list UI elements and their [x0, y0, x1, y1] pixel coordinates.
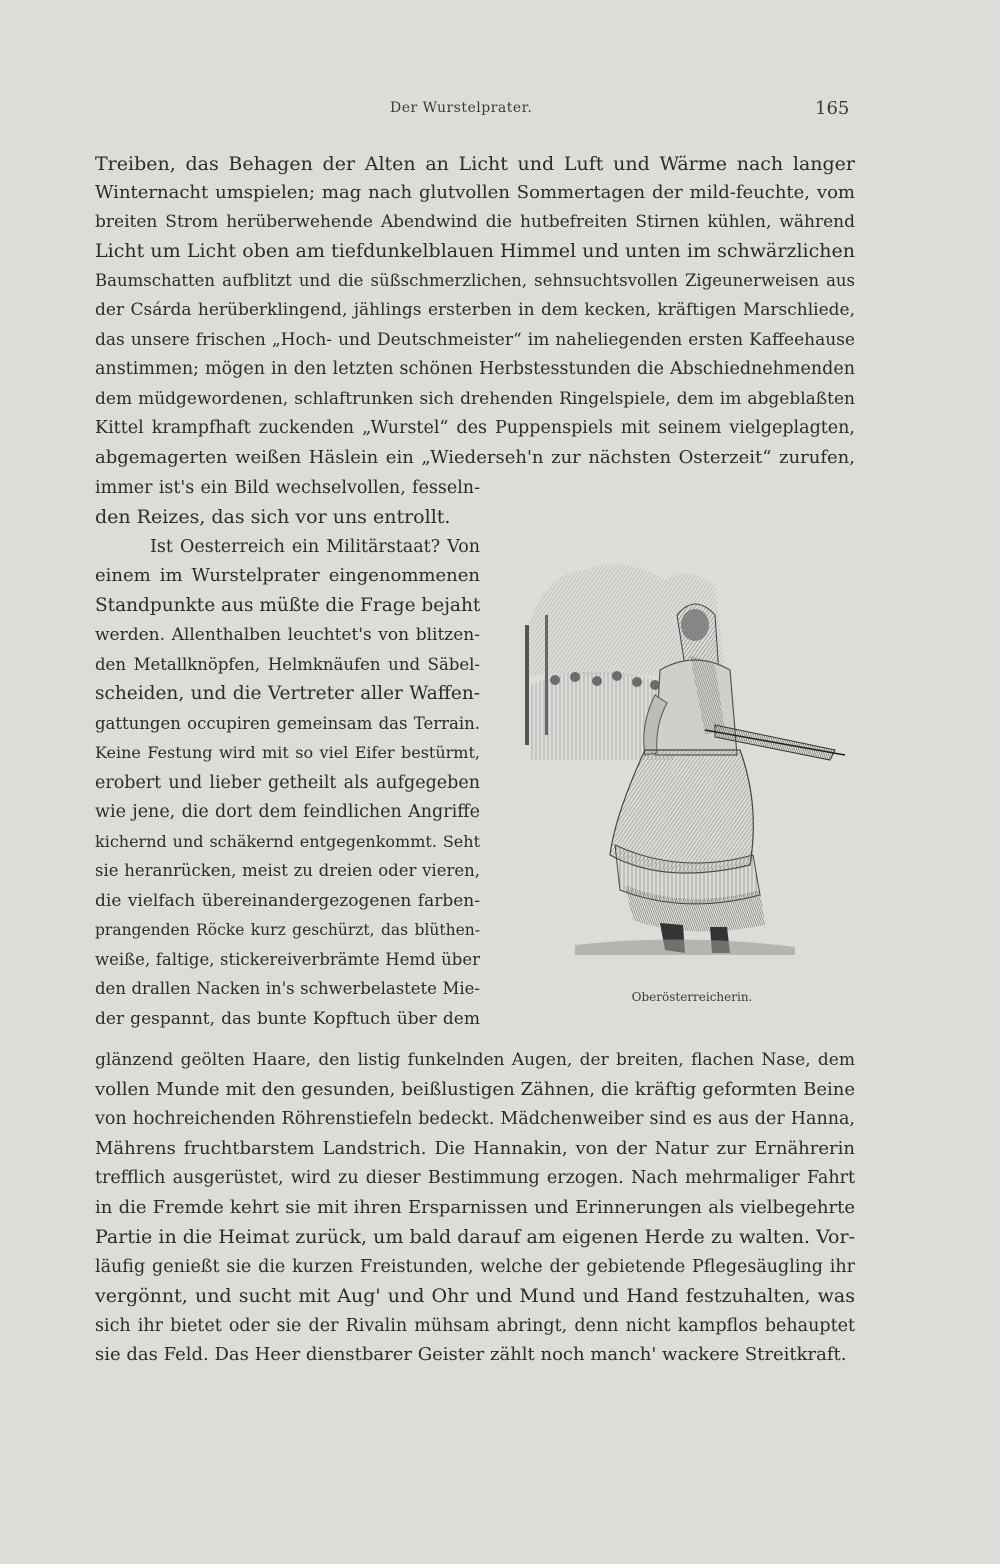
text-line: glänzend geölten Haare, den listig funkelnden Augen, der breiten, flachen Nase, dem: [95, 1050, 855, 1070]
text-line: breiten Strom herüberwehende Abendwind die hutbefreiten Stirnen kühlen, während: [95, 212, 855, 232]
text-line: das unsere frischen „Hoch- und Deutschmeister“ im naheliegenden ersten Kaffeehause: [95, 330, 855, 350]
text-line: trefflich ausgerüstet, wird zu dieser Bestimmung erzogen. Nach mehrmaliger Fahrt: [95, 1168, 855, 1188]
text-line: den Metallknöpfen, Helmknäufen und Säbel-: [95, 655, 480, 674]
text-line: den Reizes, das sich vor uns entrollt.: [95, 506, 451, 528]
text-line: gattungen occupiren gemeinsam das Terrain.: [95, 714, 480, 733]
page-number: 165: [815, 98, 850, 119]
text-line: Partie in die Heimat zurück, um bald darauf am eigenen Herde zu walten. Vor-: [95, 1226, 855, 1248]
text-line: kichernd und schäkernd entgegenkommt. Seht: [95, 832, 480, 851]
text-line: erobert und lieber getheilt als aufgegeben: [95, 773, 480, 793]
text-line: den drallen Nacken in's schwerbelastete Mie-: [95, 979, 480, 998]
text-line: prangenden Röcke kurz geschürzt, das blüthen-: [95, 921, 480, 939]
text-line: Kittel krampfhaft zuckenden „Wurstel“ des Puppenspiels mit seinem vielgeplagten,: [95, 418, 855, 438]
text-line: wie jene, die dort dem feindlichen Angriffe: [95, 802, 480, 822]
text-line: sie das Feld. Das Heer dienstbarer Geister zählt noch manch' wackere Streitkraft.: [95, 1344, 847, 1365]
woman-engraving-illustration: [515, 555, 855, 965]
text-line: vollen Munde mit den gesunden, beißlustigen Zähnen, die kräftig geformten Beine: [95, 1079, 855, 1100]
text-line: die vielfach übereinandergezogenen farben-: [95, 891, 480, 911]
text-line: läufig genießt sie die kurzen Freistunden, welche der gebietende Pflegesäugling ihr: [95, 1257, 855, 1277]
text-line: Licht um Licht oben am tiefdunkelblauen Himmel und unten im schwärzlichen: [95, 240, 855, 262]
figure-caption: Oberösterreicherin.: [631, 990, 753, 1004]
text-line: der gespannt, das bunte Kopftuch über dem: [95, 1009, 480, 1029]
text-line: von hochreichenden Röhrenstiefeln bedeckt. Mädchenweiber sind es aus der Hanna,: [95, 1109, 855, 1129]
text-line: immer ist's ein Bild wechselvollen, fesseln-: [95, 478, 480, 498]
text-line: sich ihr bietet oder sie der Rivalin mühsam abringt, denn nicht kampflos behauptet: [95, 1316, 855, 1336]
text-line: anstimmen; mögen in den letzten schönen Herbstesstunden die Abschiednehmenden: [95, 359, 855, 379]
text-line: Keine Festung wird mit so viel Eifer bestürmt,: [95, 743, 480, 762]
text-line: Ist Oesterreich ein Militärstaat? Von: [150, 537, 480, 557]
text-line: Mährens fruchtbarstem Landstrich. Die Hannakin, von der Natur zur Ernährerin: [95, 1138, 855, 1159]
text-line: in die Fremde kehrt sie mit ihren Ersparnissen und Erinnerungen als vielbegehrte: [95, 1197, 855, 1218]
text-line: Treiben, das Behagen der Alten an Licht und Luft und Wärme nach langer: [95, 153, 855, 175]
text-line: Winternacht umspielen; mag nach glutvollen Sommertagen der mild-feuchte, vom: [95, 182, 855, 203]
text-line: vergönnt, und sucht mit Aug' und Ohr und Mund und Hand festzuhalten, was: [95, 1285, 855, 1307]
text-line: abgemagerten weißen Häslein ein „Wiederseh'n zur nächsten Osterzeit“ zurufen,: [95, 447, 855, 468]
text-line: einem im Wurstelprater eingenommenen: [95, 565, 480, 586]
text-line: der Csárda herüberklingend, jählings ersterben in dem kecken, kräftigen Marschliede,: [95, 300, 855, 320]
text-line: sie heranrücken, meist zu dreien oder vieren,: [95, 861, 480, 880]
text-line: Baumschatten aufblitzt und die süßschmerzlichen, sehnsuchtsvollen Zigeunerweisen aus: [95, 271, 855, 290]
text-line: Standpunkte aus müßte die Frage bejaht: [95, 595, 481, 616]
text-line: dem müdgewordenen, schlaftrunken sich drehenden Ringelspiele, dem im abgeblaßten: [95, 389, 855, 409]
text-line: weiße, faltige, stickereiverbrämte Hemd über: [95, 950, 480, 969]
text-line: werden. Allenthalben leuchtet's von blitzen-: [95, 625, 480, 645]
text-line: scheiden, und die Vertreter aller Waffen-: [95, 683, 480, 704]
running-title: Der Wurstelprater.: [390, 100, 533, 116]
